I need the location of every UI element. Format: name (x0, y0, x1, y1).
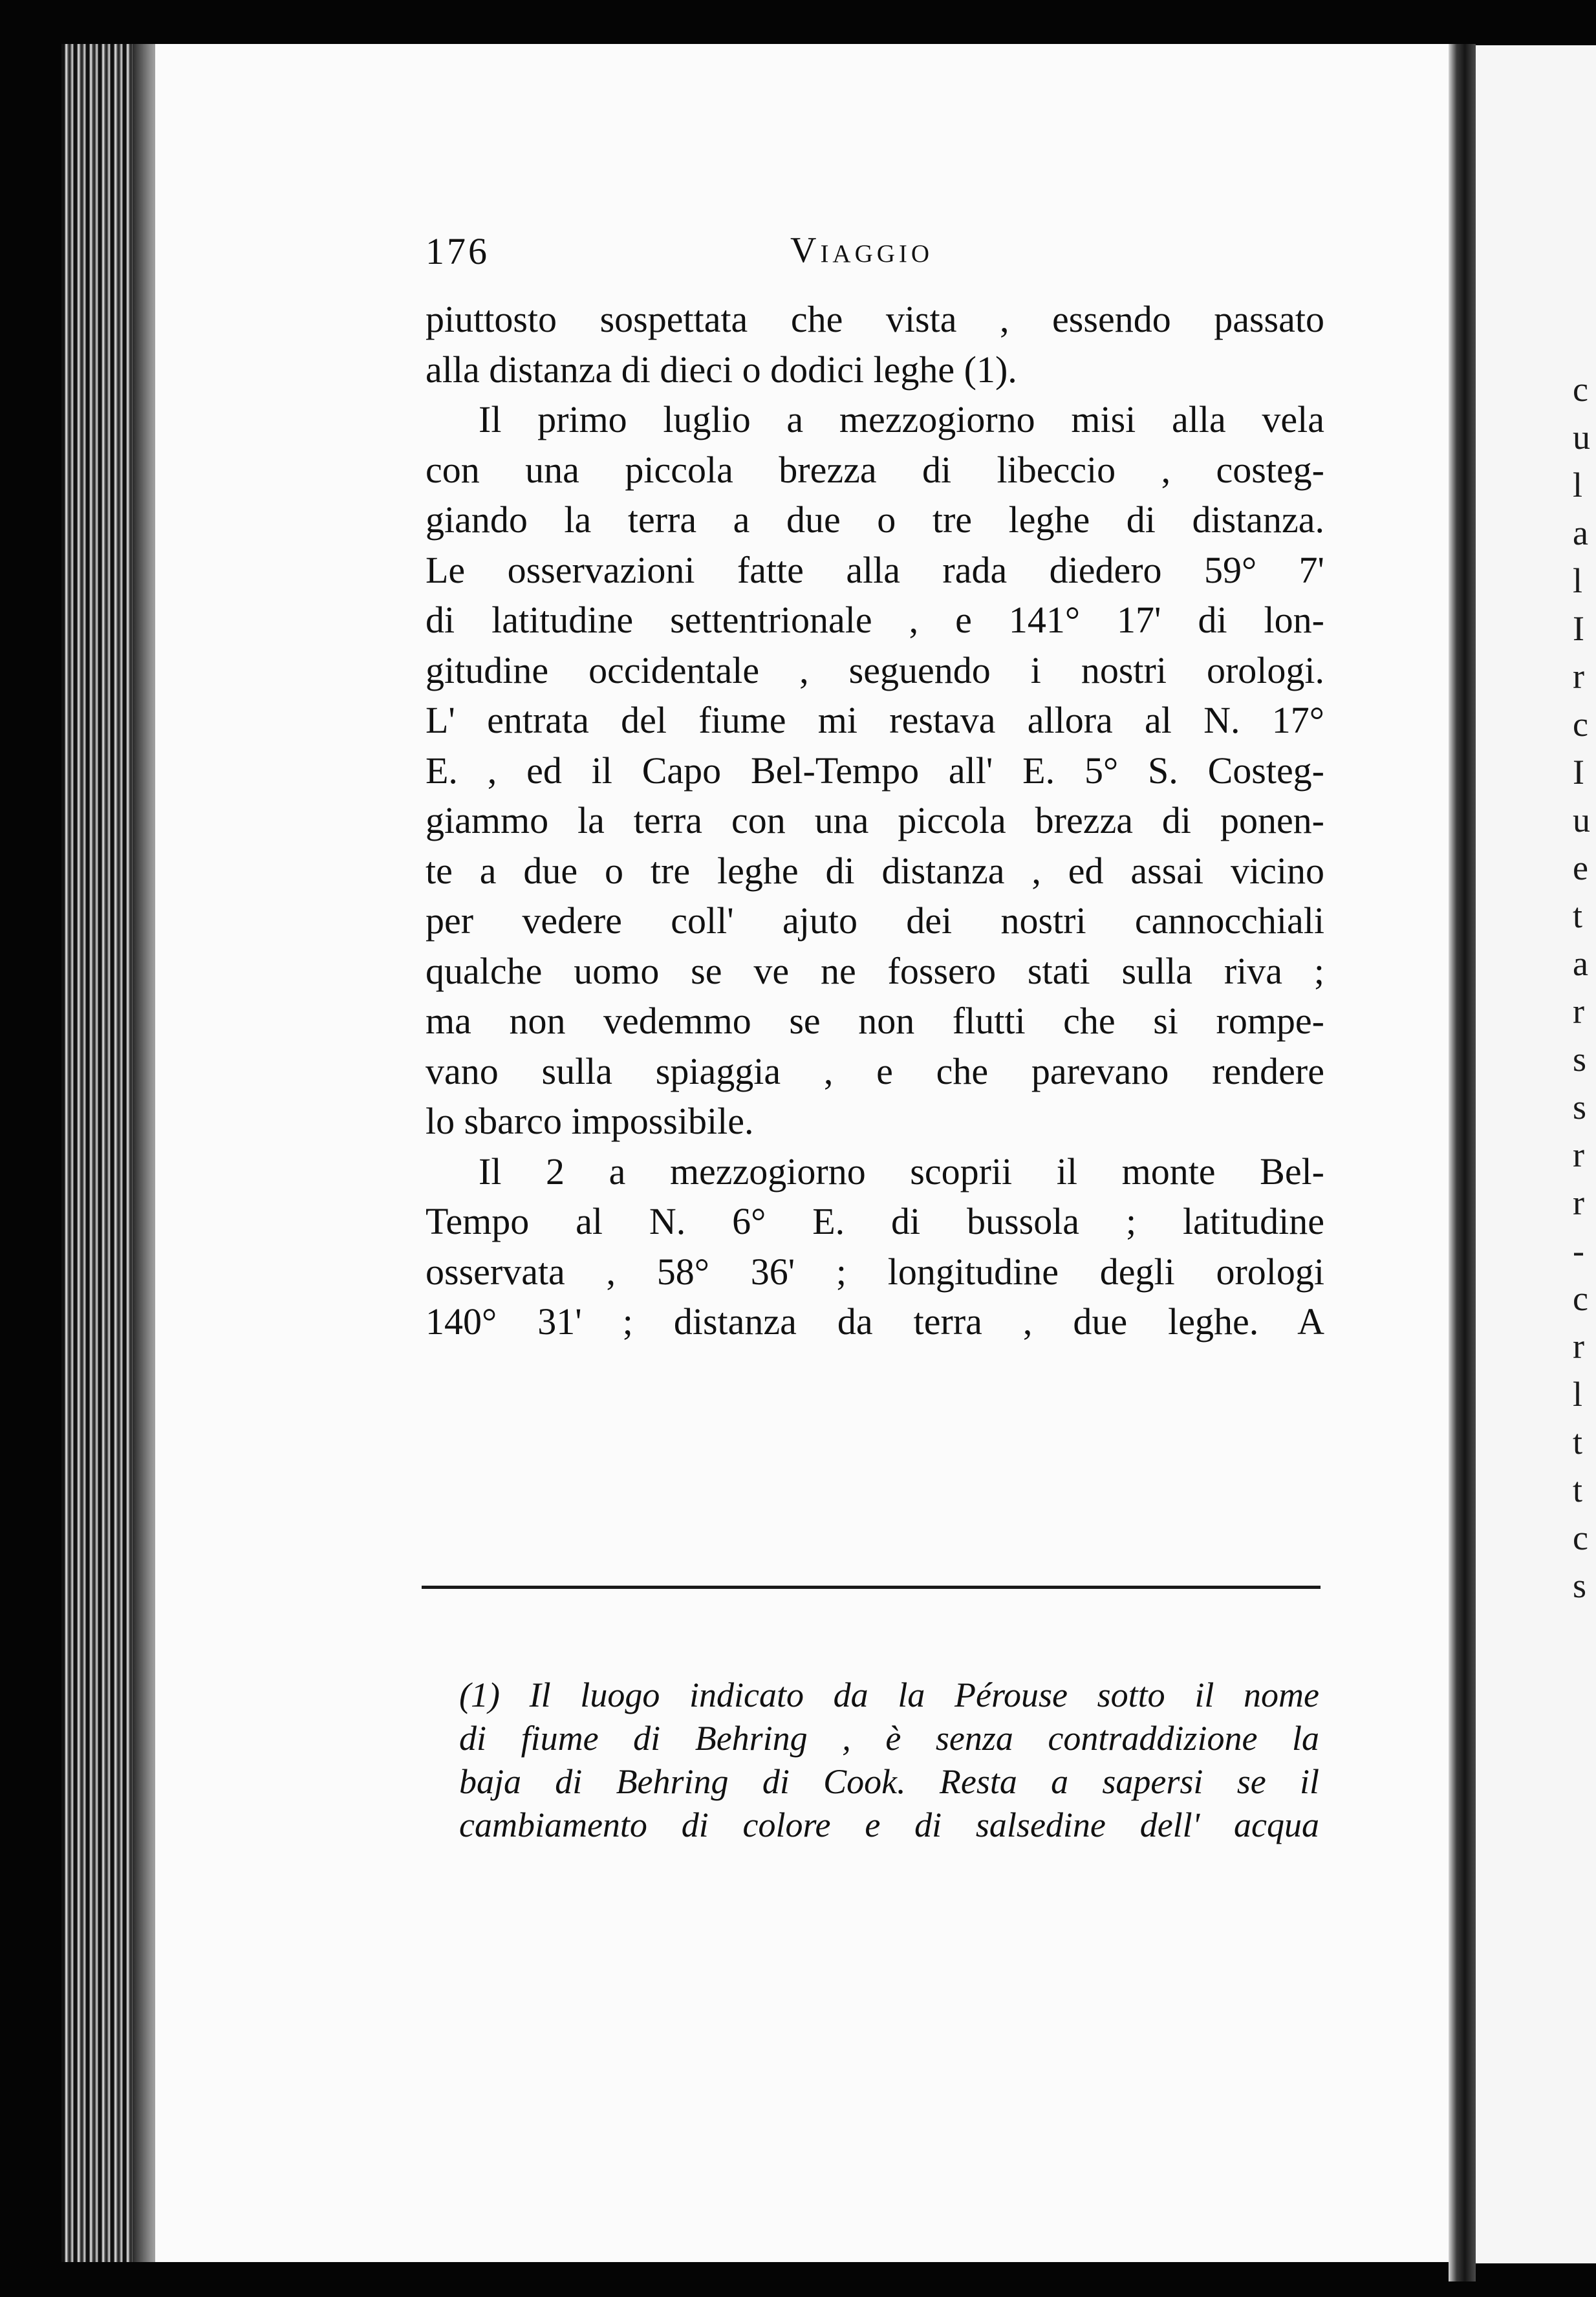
footnote-line: baja di Behring di Cook. Resta a sapersi se il (459, 1762, 1319, 1801)
text-line: alla distanza di dieci o dodici leghe (1). (426, 348, 1017, 391)
text-line: con una piccola brezza di libeccio , costeg- (426, 448, 1324, 491)
text-line: gitudine occidentale , seguendo i nostri orologi. (426, 649, 1324, 691)
text-line: E. , ed il Capo Bel-Tempo all' E. 5° S. Costeg- (426, 749, 1324, 792)
facing-page-char: t (1573, 1423, 1583, 1461)
facing-page-char: u (1573, 418, 1590, 457)
facing-page-char: t (1573, 896, 1583, 935)
facing-page-char: l (1573, 1375, 1583, 1414)
text-line: Il primo luglio a mezzogiorno misi alla vela (479, 398, 1324, 440)
facing-page-char: r (1573, 992, 1584, 1031)
footnote (459, 1674, 1319, 1847)
text-line: Le osservazioni fatte alla rada diedero 59° 7' (426, 548, 1324, 591)
facing-page-char: a (1573, 944, 1588, 983)
facing-page-char: r (1573, 1136, 1584, 1174)
facing-page-char: I (1573, 609, 1584, 648)
text-line: piuttosto sospettata che vista , essendo passato (426, 298, 1324, 340)
footnote-rule (422, 1586, 1321, 1589)
text-line: L' entrata del fiume mi restava allora al N. 17° (426, 699, 1324, 741)
text-line: Tempo al N. 6° E. di bussola ; latitudine (426, 1200, 1324, 1242)
page-number: 176 (426, 230, 490, 272)
footnote-line: cambiamento di colore e di salsedine dell' acqua (459, 1806, 1319, 1844)
text-line: giando la terra a due o tre leghe di distanza. (426, 499, 1324, 541)
facing-page-char: l (1573, 466, 1583, 504)
text-line: ma non vedemmo se non flutti che si rompe- (426, 1000, 1324, 1042)
text-line: qualche uomo se ve ne fossero stati sulla riva ; (426, 949, 1324, 992)
text-line: di latitudine settentrionale , e 141° 17' di lon- (426, 599, 1324, 641)
facing-page (1476, 45, 1596, 2263)
footnote-line: di fiume di Behring , è senza contraddizione la (459, 1719, 1319, 1758)
facing-page-char: s (1573, 1566, 1587, 1605)
facing-page-char: s (1573, 1088, 1587, 1127)
facing-page-char: t (1573, 1471, 1583, 1509)
facing-page-char: c (1573, 1279, 1588, 1318)
text-line: 140° 31' ; distanza da terra , due leghe. A (426, 1300, 1324, 1343)
facing-page-char: c (1573, 705, 1588, 744)
text-line: te a due o tre leghe di distanza , ed assai vicino (426, 849, 1324, 892)
text-line: Il 2 a mezzogiorno scoprii il monte Bel- (479, 1150, 1324, 1192)
page-divider (1449, 44, 1476, 2281)
facing-page-char: c (1573, 1518, 1588, 1557)
facing-page-char: u (1573, 801, 1590, 839)
facing-page-char: I (1573, 753, 1584, 792)
running-title: Viaggio (790, 230, 934, 270)
text-line: osservata , 58° 36' ; longitudine degli orologi (426, 1250, 1324, 1293)
facing-page-char: r (1573, 1183, 1584, 1222)
facing-page-char: r (1573, 1327, 1584, 1366)
facing-page-char: c (1573, 370, 1588, 409)
facing-page-char: s (1573, 1040, 1587, 1079)
text-line: lo sbarco impossibile. (426, 1100, 754, 1142)
body-text (426, 294, 1324, 1347)
facing-page-char: r (1573, 657, 1584, 696)
facing-page-char: e (1573, 848, 1588, 887)
running-head (426, 230, 1311, 281)
text-line: per vedere coll' ajuto dei nostri cannocchiali (426, 900, 1324, 942)
text-line: giammo la terra con una piccola brezza di ponen- (426, 799, 1324, 841)
facing-page-char: - (1573, 1231, 1584, 1270)
text-line: vano sulla spiaggia , e che parevano rendere (426, 1050, 1324, 1092)
facing-page-char: l (1573, 561, 1583, 600)
footnote-line: (1) Il luogo indicato da la Pérouse sotto il nome (459, 1676, 1319, 1714)
facing-page-char: a (1573, 513, 1588, 552)
